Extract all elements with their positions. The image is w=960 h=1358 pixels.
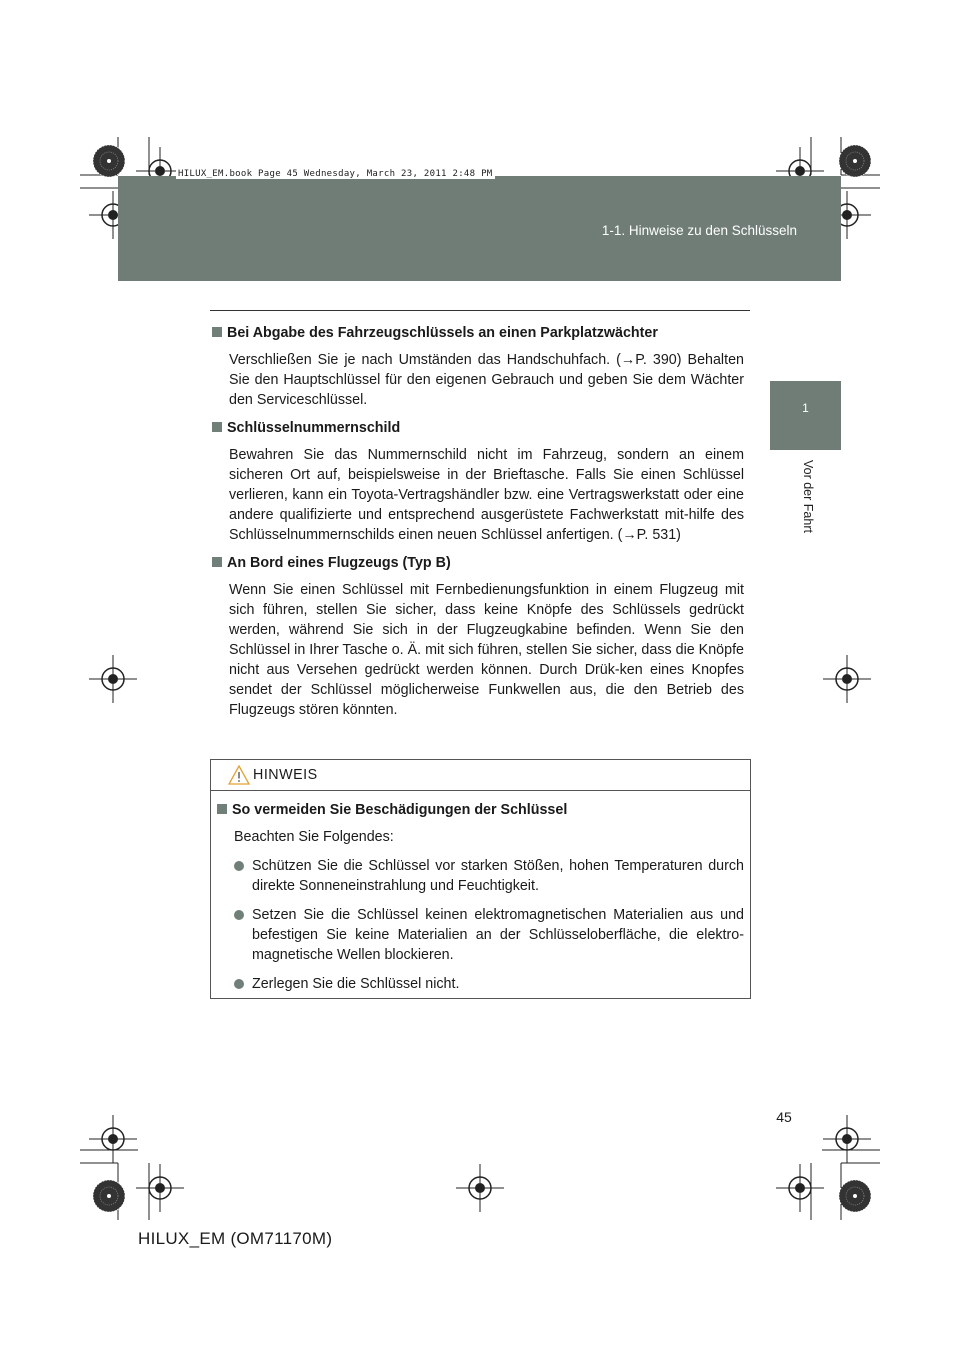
- section-text: Bewahren Sie das Nummernschild nicht im Fahrzeug, sondern an einem sicheren Ort auf, beispielsweise in der Brieftasche. Falls Sie einen Schlüssel verlieren, kann ein Toyota-Vertragshändler bzw. eine Vertragswerkstatt oder eine andere qualifizierte und entsprechend ausgerüstete Fachwerkstatt mit-hilfe des Schlüsselnummernschilds einen neuen Schlüssel anfertigen. (→P. 531): [229, 447, 744, 543]
- section-text: Wenn Sie einen Schlüssel mit Fernbedienungsfunktion in einem Flugzeug mit sich führen, stellen Sie sicher, dass keine Knöpfe des Schlüssels gedrückt werden, während Sie sich in der Flugzeugkabine befinden. Wenn Sie den Schlüssel in Ihrer Tasche o. Ä. mit sich führen, stellen Sie sicher, dass die Knöpfe nicht aus Versehen gedrückt werden können. Durch Drük-ken eines Knopfes sendet der Schlüssel möglicherweise Funkwellen aus, die den Betrieb des Flugzeugs stören könnten.: [229, 582, 744, 718]
- page-number: 45: [776, 1109, 792, 1125]
- notice-box: [210, 759, 751, 999]
- square-bullet-icon: [212, 557, 222, 567]
- notice-title: HINWEIS: [253, 767, 318, 783]
- section-heading: Schlüsselnummernschild: [212, 418, 744, 438]
- list-item: Schützen Sie die Schlüssel vor starken Stößen, hohen Temperaturen durch direkte Sonneneinstrahlung und Feuchtigkeit.: [234, 856, 744, 896]
- chapter-tab[interactable]: [770, 381, 841, 450]
- notice-heading: So vermeiden Sie Beschädigungen der Schlüssel: [217, 800, 744, 820]
- list-item: Zerlegen Sie die Schlüssel nicht.: [234, 974, 744, 994]
- chapter-number: 1: [802, 401, 809, 415]
- section-aircraft: [212, 553, 744, 720]
- notice-body: [211, 791, 750, 994]
- round-bullet-icon: [234, 861, 244, 871]
- section-title: 1-1. Hinweise zu den Schlüsseln: [601, 223, 797, 238]
- chapter-label-wrap: [772, 460, 842, 560]
- square-bullet-icon: [212, 422, 222, 432]
- warning-triangle-icon: [228, 765, 250, 785]
- square-bullet-icon: [217, 804, 227, 814]
- square-bullet-icon: [212, 327, 222, 337]
- main-content: [212, 323, 744, 728]
- chapter-label: Vor der Fahrt: [801, 460, 815, 533]
- section-heading: An Bord eines Flugzeugs (Typ B): [212, 553, 744, 573]
- list-item: Setzen Sie die Schlüssel keinen elektromagnetischen Materialien aus und befestigen Sie keine Materialien an der Schlüsseloberfläche, die elektro-magnetische Wellen blockieren.: [234, 905, 744, 965]
- section-heading: Bei Abgabe des Fahrzeugschlüssels an einen Parkplatzwächter: [212, 323, 744, 343]
- top-rule: [210, 310, 750, 311]
- section-parking: [212, 323, 744, 410]
- section-text: Verschließen Sie je nach Umständen das Handschuhfach. (→P. 390) Behalten Sie den Hauptschlüssel für den eigenen Gebrauch und geben Sie dem Wächter den Serviceschlüssel.: [229, 352, 744, 408]
- header-band: [118, 176, 841, 281]
- footer-doc-code: HILUX_EM (OM71170M): [138, 1229, 333, 1248]
- notice-intro: Beachten Sie Folgendes:: [234, 829, 394, 845]
- round-bullet-icon: [234, 979, 244, 989]
- round-bullet-icon: [234, 910, 244, 920]
- notice-header: [211, 760, 750, 791]
- section-key-number-plate: [212, 418, 744, 545]
- print-imprint: HILUX_EM.book Page 45 Wednesday, March 23, 2011 2:48 PM: [178, 169, 493, 179]
